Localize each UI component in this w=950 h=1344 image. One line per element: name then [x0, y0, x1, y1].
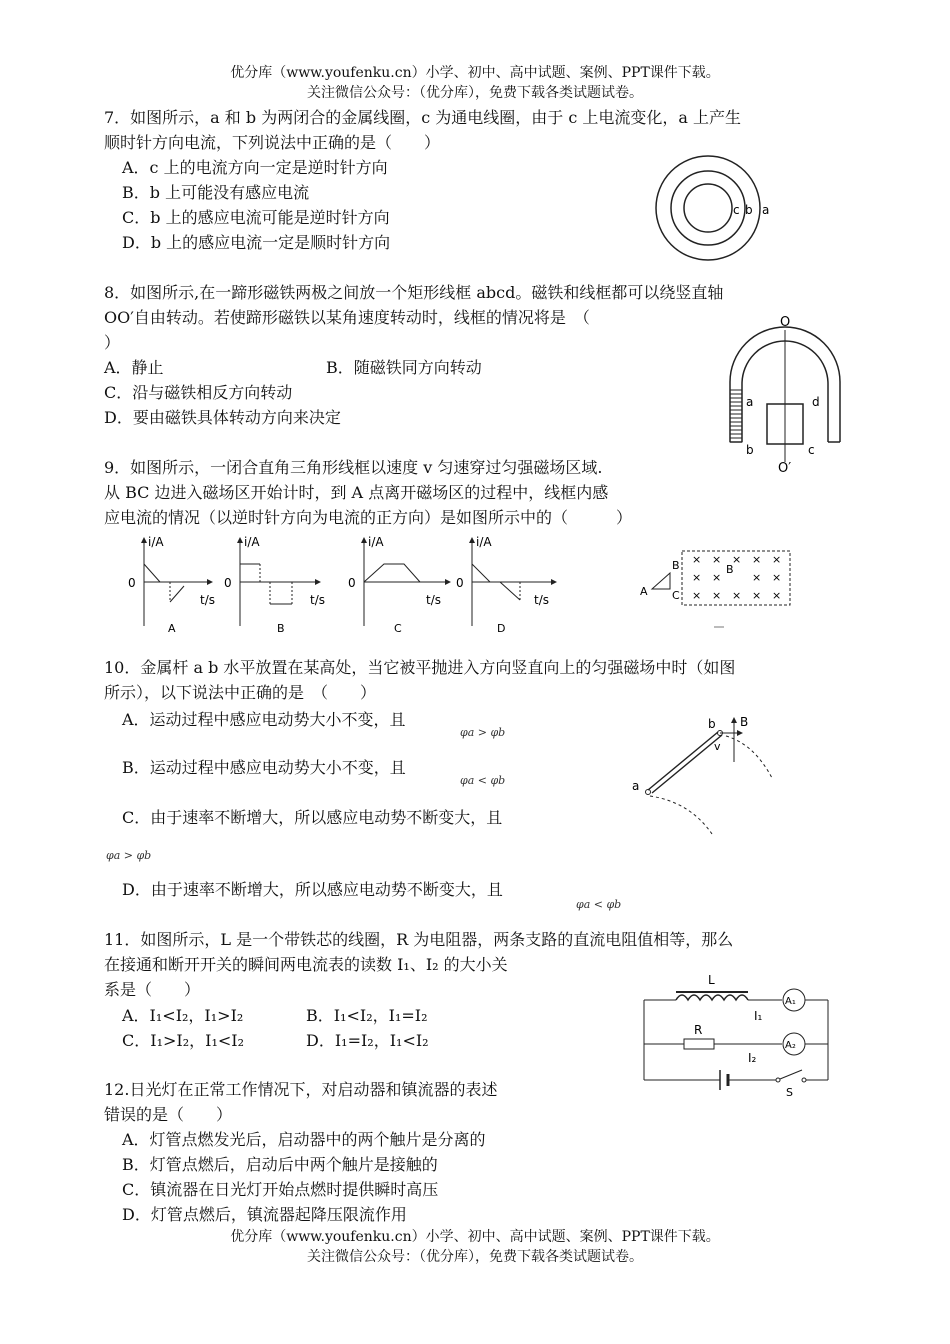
field-x-mark: ×	[692, 589, 702, 602]
inductor-coil	[676, 995, 748, 1000]
q10-option-d-relation: φa < φb	[576, 898, 622, 911]
field-x-mark: ×	[712, 571, 722, 584]
field-x-mark: ×	[692, 553, 702, 566]
footer-line-1: 优分库（www.youfenku.cn）小学、初中、高中试题、案例、PPT课件下载。	[230, 1229, 720, 1245]
field-x-mark: ×	[772, 589, 782, 602]
graph-d-label: D	[497, 622, 506, 635]
footer-line-2: 关注微信公众号：（优分库），免费下载各类试题试卷。	[307, 1249, 643, 1265]
coil-corner-b: b	[746, 443, 754, 457]
trajectory-a	[650, 796, 712, 834]
field-x-mark: ×	[732, 553, 742, 566]
q11-stem-3: 系是（ ）	[104, 980, 201, 999]
resistor	[684, 1039, 714, 1049]
q7-option-a: A．c 上的电流方向一定是逆时针方向	[122, 158, 388, 177]
tri-vertex-c: C	[672, 589, 680, 602]
q10-option-a-relation: φa > φb	[460, 726, 506, 739]
q7-concentric-coils-figure	[650, 148, 780, 266]
field-x-mark: ×	[752, 571, 762, 584]
field-label: B	[726, 563, 734, 576]
q7-option-c: C．b 上的感应电流可能是逆时针方向	[122, 208, 390, 227]
q10-option-a: A．运动过程中感应电动势大小不变，且	[122, 710, 406, 729]
graph-a-xlabel: t/s	[200, 593, 215, 607]
graph-c	[348, 535, 450, 635]
q10-option-b: B．运动过程中感应电动势大小不变，且	[122, 758, 406, 777]
tri-vertex-a: A	[640, 585, 648, 598]
graph-a-label: A	[168, 622, 176, 635]
q12-stem-1: 12.日光灯在正常工作情况下，对启动器和镇流器的表述	[104, 1080, 498, 1099]
field-b-label: B	[740, 715, 749, 729]
coil-b-label: b	[745, 203, 753, 217]
switch	[780, 1070, 802, 1079]
q7-option-b: B．b 上可能没有感应电流	[122, 183, 310, 202]
magnet-pole-shaded	[730, 390, 742, 442]
q8-option-a: A．静止	[104, 358, 164, 377]
field-x-marks	[692, 553, 781, 602]
field-x-mark: ×	[712, 553, 722, 566]
graph-a	[128, 535, 215, 635]
q12-option-c: C．镇流器在日光灯开始点燃时提供瞬时高压	[122, 1180, 439, 1199]
inductor-label: L	[708, 973, 715, 987]
q7-stem-2: 顺时针方向电流，下列说法中正确的是（ ）	[104, 133, 441, 152]
field-x-mark: ×	[712, 589, 722, 602]
q11-circuit-figure	[636, 970, 836, 1100]
q9-stem-2: 从 BC 边进入磁场区开始计时，到 A 点离开磁场区的过程中，线框内感	[104, 483, 609, 502]
q11-stem-1: 11．如图所示，L 是一个带铁芯的线圈，R 为电阻器，两条支路的直流电阻值相等，那么	[104, 930, 734, 949]
triangle-frame	[652, 573, 670, 589]
graph-b-ylabel: i/A	[244, 535, 260, 549]
graph-a-origin: 0	[128, 576, 136, 590]
q8-stem-3: ）	[104, 333, 121, 352]
graph-d-xlabel: t/s	[534, 593, 549, 607]
q7-stem-1: 7．如图所示，a 和 b 为两闭合的金属线圈，c 为通电线圈，由于 c 上电流变化，a 上产生	[104, 108, 742, 127]
q10-option-c: C．由于速率不断增大，所以感应电动势不断变大，且	[122, 808, 503, 827]
field-x-mark: ×	[732, 589, 742, 602]
velocity-label: v	[714, 740, 721, 753]
graph-a-ylabel: i/A	[148, 535, 164, 549]
graph-c-label: C	[394, 622, 402, 635]
q8-horseshoe-magnet-figure	[720, 312, 850, 472]
rod-end-b: b	[708, 717, 716, 731]
coil-corner-a: a	[746, 395, 754, 409]
q8-stem-2: OO′自由转动。若使蹄形磁铁以某角速度转动时，线框的情况将是 （	[104, 308, 590, 327]
q8-option-d: D．要由磁铁具体转动方向来决定	[104, 408, 341, 427]
q8-stem-1: 8．如图所示,在一蹄形磁铁两极之间放一个矩形线框 abcd。磁铁和线框都可以绕竖直轴	[104, 283, 724, 302]
coil-c	[684, 184, 732, 232]
metal-rod	[648, 732, 718, 790]
graph-d-origin: 0	[456, 576, 464, 590]
q10-stem-1: 10．金属杆 a b 水平放置在某高处，当它被平抛进入方向竖直向上的匀强磁场中时（如图	[104, 658, 736, 677]
q12-option-b: B．灯管点燃后，启动后中两个触片是接触的	[122, 1155, 438, 1174]
coil-c-label: c	[733, 203, 740, 217]
ammeter-a2-label: A₂	[785, 1040, 796, 1051]
q7-option-d: D．b 上的感应电流一定是顺时针方向	[122, 233, 391, 252]
q10-stem-2: 所示），以下说法中正确的是 （ ）	[104, 683, 377, 702]
field-x-mark: ×	[752, 553, 762, 566]
graph-b	[224, 535, 325, 635]
coil-corner-c: c	[808, 443, 815, 457]
current-i1-label: I₁	[754, 1009, 763, 1023]
q12-option-d: D．灯管点燃后，镇流器起降压限流作用	[122, 1205, 407, 1224]
graph-d	[456, 535, 556, 635]
q11-option-c: C．I₁>I₂，I₁<I₂	[122, 1031, 244, 1050]
graph-b-label: B	[277, 622, 285, 635]
q9-stem-3: 应电流的情况（以逆时针方向为电流的正方向）是如图所示中的（ ）	[104, 508, 633, 527]
q8-option-b: B．随磁铁同方向转动	[326, 358, 482, 377]
field-x-mark: ×	[772, 553, 782, 566]
resistor-label: R	[694, 1023, 703, 1037]
field-x-mark: ×	[692, 571, 702, 584]
q10-rod-figure	[626, 712, 776, 836]
field-x-mark: ×	[752, 589, 762, 602]
tri-vertex-b: B	[672, 559, 680, 572]
graph-c-origin: 0	[348, 576, 356, 590]
q12-stem-2: 错误的是（ ）	[104, 1105, 233, 1124]
q11-option-d: D．I₁=I₂，I₁<I₂	[306, 1031, 429, 1050]
graph-c-xlabel: t/s	[426, 593, 441, 607]
coil-a-label: a	[762, 203, 770, 217]
rod-end-a: a	[632, 779, 640, 793]
q12-option-a: A．灯管点燃发光后，启动器中的两个触片是分离的	[122, 1130, 486, 1149]
ammeter-a1-label: A₁	[785, 996, 796, 1007]
graph-d-ylabel: i/A	[476, 535, 492, 549]
graph-c-ylabel: i/A	[368, 535, 384, 549]
graph-b-origin: 0	[224, 576, 232, 590]
q9-triangle-field-figure	[634, 545, 794, 633]
graph-b-xlabel: t/s	[310, 593, 325, 607]
coil-corner-d: d	[812, 395, 820, 409]
q9-current-graphs	[120, 530, 570, 638]
q10-option-b-relation: φa < φb	[460, 774, 506, 787]
header-line-1: 优分库（www.youfenku.cn）小学、初中、高中试题、案例、PPT课件下载。	[230, 65, 720, 81]
axis-top-label: O	[780, 315, 791, 330]
q11-option-b: B．I₁<I₂，I₁=I₂	[306, 1006, 428, 1025]
field-x-mark: ×	[772, 571, 782, 584]
axis-bottom-label: O′	[778, 461, 792, 472]
q10-option-d: D．由于速率不断增大，所以感应电动势不断变大，且	[122, 880, 503, 899]
trajectory-b	[726, 736, 772, 778]
header-line-2: 关注微信公众号：（优分库），免费下载各类试题试卷。	[307, 85, 643, 101]
q10-option-c-relation: φa > φb	[106, 849, 152, 862]
current-i2-label: I₂	[748, 1051, 757, 1065]
q11-option-a: A．I₁<I₂，I₁>I₂	[122, 1006, 244, 1025]
switch-label: S	[786, 1086, 793, 1099]
q9-stem-1: 9．如图所示，一闭合直角三角形线框以速度 v 匀速穿过匀强磁场区域.	[104, 458, 603, 477]
q11-stem-2: 在接通和断开开关的瞬间两电流表的读数 I₁、I₂ 的大小关	[104, 955, 508, 974]
q8-option-c: C．沿与磁铁相反方向转动	[104, 383, 293, 402]
